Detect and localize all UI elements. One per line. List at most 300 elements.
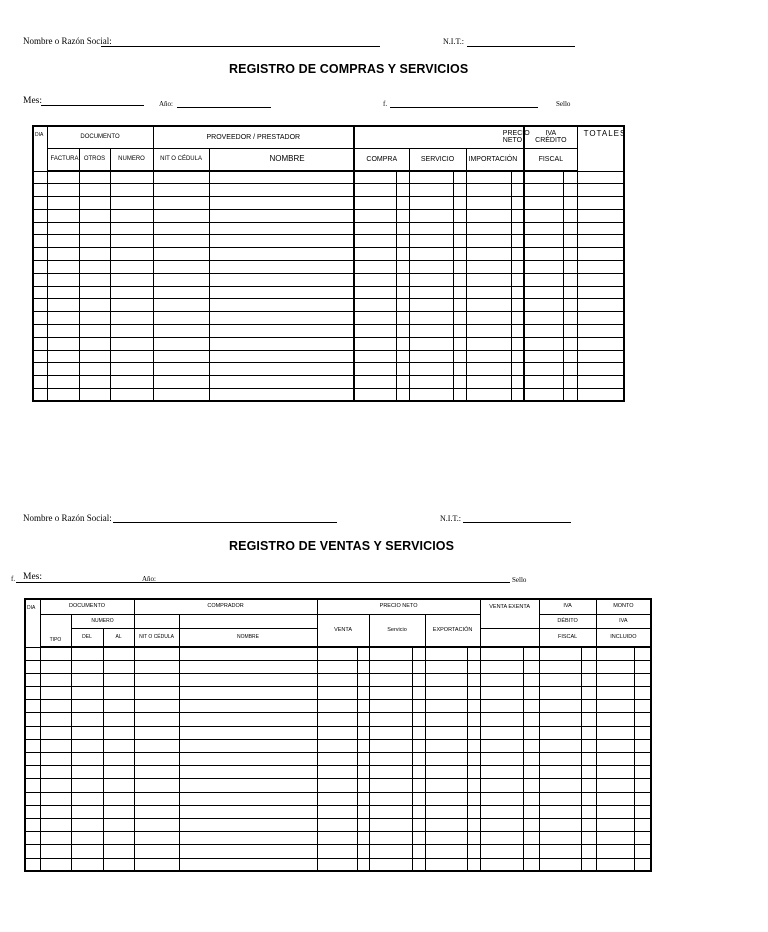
entry-cell[interactable] <box>25 673 40 686</box>
entry-cell[interactable] <box>466 273 511 286</box>
entry-cell[interactable] <box>79 235 110 248</box>
entry-cell[interactable] <box>466 389 511 402</box>
entry-cell[interactable] <box>33 389 47 402</box>
entry-cell[interactable] <box>511 350 524 363</box>
entry-cell[interactable] <box>480 673 523 686</box>
entry-cell[interactable] <box>134 753 179 766</box>
entry-cell[interactable] <box>409 222 453 235</box>
entry-cell[interactable] <box>581 647 596 660</box>
entry-cell[interactable] <box>511 197 524 210</box>
entry-cell[interactable] <box>466 363 511 376</box>
entry-cell[interactable] <box>33 197 47 210</box>
entry-cell[interactable] <box>539 739 581 752</box>
entry-cell[interactable] <box>425 713 467 726</box>
entry-cell[interactable] <box>467 726 480 739</box>
entry-cell[interactable] <box>33 184 47 197</box>
entry-cell[interactable] <box>524 197 563 210</box>
entry-cell[interactable] <box>581 660 596 673</box>
entry-cell[interactable] <box>103 845 134 858</box>
entry-cell[interactable] <box>596 766 634 779</box>
entry-cell[interactable] <box>79 273 110 286</box>
entry-cell[interactable] <box>25 753 40 766</box>
entry-cell[interactable] <box>524 299 563 312</box>
entry-cell[interactable] <box>153 209 209 222</box>
entry-cell[interactable] <box>179 700 317 713</box>
entry-cell[interactable] <box>634 818 651 831</box>
entry-cell[interactable] <box>33 299 47 312</box>
entry-cell[interactable] <box>467 753 480 766</box>
entry-cell[interactable] <box>409 312 453 325</box>
entry-cell[interactable] <box>467 792 480 805</box>
entry-cell[interactable] <box>523 818 539 831</box>
entry-cell[interactable] <box>412 766 425 779</box>
entry-cell[interactable] <box>425 673 467 686</box>
entry-cell[interactable] <box>396 197 409 210</box>
entry-cell[interactable] <box>539 753 581 766</box>
entry-cell[interactable] <box>524 286 563 299</box>
entry-cell[interactable] <box>453 286 466 299</box>
entry-cell[interactable] <box>33 312 47 325</box>
entry-cell[interactable] <box>396 261 409 274</box>
entry-cell[interactable] <box>396 325 409 338</box>
entry-cell[interactable] <box>563 261 577 274</box>
entry-cell[interactable] <box>634 832 651 845</box>
entry-cell[interactable] <box>511 261 524 274</box>
entry-cell[interactable] <box>396 222 409 235</box>
entry-cell[interactable] <box>79 171 110 184</box>
entry-cell[interactable] <box>25 818 40 831</box>
entry-cell[interactable] <box>317 687 357 700</box>
entry-cell[interactable] <box>357 832 369 845</box>
entry-cell[interactable] <box>581 753 596 766</box>
signature-field[interactable] <box>16 582 510 583</box>
entry-cell[interactable] <box>524 376 563 389</box>
entry-cell[interactable] <box>523 647 539 660</box>
entry-cell[interactable] <box>79 197 110 210</box>
entry-cell[interactable] <box>524 363 563 376</box>
entry-cell[interactable] <box>511 363 524 376</box>
entry-cell[interactable] <box>317 660 357 673</box>
entry-cell[interactable] <box>596 687 634 700</box>
entry-cell[interactable] <box>412 673 425 686</box>
entry-cell[interactable] <box>134 845 179 858</box>
entry-cell[interactable] <box>511 171 524 184</box>
entry-cell[interactable] <box>317 753 357 766</box>
entry-cell[interactable] <box>79 363 110 376</box>
entry-cell[interactable] <box>369 845 412 858</box>
entry-cell[interactable] <box>179 726 317 739</box>
entry-cell[interactable] <box>71 739 103 752</box>
entry-cell[interactable] <box>396 273 409 286</box>
entry-cell[interactable] <box>453 171 466 184</box>
entry-cell[interactable] <box>354 184 396 197</box>
entry-cell[interactable] <box>179 673 317 686</box>
entry-cell[interactable] <box>25 779 40 792</box>
entry-cell[interactable] <box>409 235 453 248</box>
entry-cell[interactable] <box>357 792 369 805</box>
entry-cell[interactable] <box>396 350 409 363</box>
entry-cell[interactable] <box>110 171 153 184</box>
entry-cell[interactable] <box>153 299 209 312</box>
entry-cell[interactable] <box>354 261 396 274</box>
entry-cell[interactable] <box>466 222 511 235</box>
entry-cell[interactable] <box>523 700 539 713</box>
entry-cell[interactable] <box>134 647 179 660</box>
entry-cell[interactable] <box>453 325 466 338</box>
entry-cell[interactable] <box>71 753 103 766</box>
entry-cell[interactable] <box>634 660 651 673</box>
entry-cell[interactable] <box>25 739 40 752</box>
entry-cell[interactable] <box>409 171 453 184</box>
entry-cell[interactable] <box>317 647 357 660</box>
entry-cell[interactable] <box>409 273 453 286</box>
entry-cell[interactable] <box>581 832 596 845</box>
entry-cell[interactable] <box>480 713 523 726</box>
entry-cell[interactable] <box>79 299 110 312</box>
entry-cell[interactable] <box>47 325 79 338</box>
entry-cell[interactable] <box>369 792 412 805</box>
entry-cell[interactable] <box>33 337 47 350</box>
entry-cell[interactable] <box>453 350 466 363</box>
entry-cell[interactable] <box>209 171 354 184</box>
entry-cell[interactable] <box>317 818 357 831</box>
entry-cell[interactable] <box>480 739 523 752</box>
nit-field[interactable] <box>467 46 575 47</box>
entry-cell[interactable] <box>134 687 179 700</box>
entry-cell[interactable] <box>47 389 79 402</box>
entry-cell[interactable] <box>425 753 467 766</box>
entry-cell[interactable] <box>480 858 523 871</box>
entry-cell[interactable] <box>40 687 71 700</box>
name-field[interactable] <box>101 46 380 47</box>
entry-cell[interactable] <box>153 222 209 235</box>
entry-cell[interactable] <box>396 248 409 261</box>
entry-cell[interactable] <box>79 248 110 261</box>
entry-cell[interactable] <box>354 197 396 210</box>
entry-cell[interactable] <box>179 766 317 779</box>
entry-cell[interactable] <box>110 337 153 350</box>
entry-cell[interactable] <box>466 261 511 274</box>
entry-cell[interactable] <box>357 687 369 700</box>
entry-cell[interactable] <box>523 726 539 739</box>
entry-cell[interactable] <box>467 818 480 831</box>
entry-cell[interactable] <box>110 197 153 210</box>
entry-cell[interactable] <box>110 209 153 222</box>
entry-cell[interactable] <box>539 687 581 700</box>
entry-cell[interactable] <box>396 235 409 248</box>
entry-cell[interactable] <box>577 363 624 376</box>
entry-cell[interactable] <box>357 766 369 779</box>
entry-cell[interactable] <box>523 739 539 752</box>
entry-cell[interactable] <box>425 779 467 792</box>
entry-cell[interactable] <box>317 832 357 845</box>
entry-cell[interactable] <box>596 647 634 660</box>
entry-cell[interactable] <box>110 286 153 299</box>
entry-cell[interactable] <box>523 753 539 766</box>
entry-cell[interactable] <box>47 235 79 248</box>
entry-cell[interactable] <box>409 325 453 338</box>
entry-cell[interactable] <box>409 248 453 261</box>
entry-cell[interactable] <box>79 389 110 402</box>
entry-cell[interactable] <box>369 805 412 818</box>
entry-cell[interactable] <box>412 818 425 831</box>
entry-cell[interactable] <box>40 766 71 779</box>
entry-cell[interactable] <box>103 805 134 818</box>
entry-cell[interactable] <box>634 726 651 739</box>
entry-cell[interactable] <box>71 858 103 871</box>
entry-cell[interactable] <box>634 792 651 805</box>
anio-field[interactable] <box>177 107 271 108</box>
entry-cell[interactable] <box>179 818 317 831</box>
entry-cell[interactable] <box>581 726 596 739</box>
entry-cell[interactable] <box>453 389 466 402</box>
entry-cell[interactable] <box>357 818 369 831</box>
entry-cell[interactable] <box>425 660 467 673</box>
entry-cell[interactable] <box>40 726 71 739</box>
entry-cell[interactable] <box>25 858 40 871</box>
entry-cell[interactable] <box>523 766 539 779</box>
entry-cell[interactable] <box>480 832 523 845</box>
entry-cell[interactable] <box>71 805 103 818</box>
entry-cell[interactable] <box>33 222 47 235</box>
entry-cell[interactable] <box>412 845 425 858</box>
entry-cell[interactable] <box>596 739 634 752</box>
entry-cell[interactable] <box>467 660 480 673</box>
entry-cell[interactable] <box>539 818 581 831</box>
entry-cell[interactable] <box>577 248 624 261</box>
entry-cell[interactable] <box>110 273 153 286</box>
entry-cell[interactable] <box>110 184 153 197</box>
entry-cell[interactable] <box>317 673 357 686</box>
entry-cell[interactable] <box>412 647 425 660</box>
entry-cell[interactable] <box>33 363 47 376</box>
entry-cell[interactable] <box>354 273 396 286</box>
entry-cell[interactable] <box>453 363 466 376</box>
entry-cell[interactable] <box>467 647 480 660</box>
entry-cell[interactable] <box>563 350 577 363</box>
entry-cell[interactable] <box>581 673 596 686</box>
entry-cell[interactable] <box>369 687 412 700</box>
entry-cell[interactable] <box>153 376 209 389</box>
entry-cell[interactable] <box>25 832 40 845</box>
entry-cell[interactable] <box>179 713 317 726</box>
entry-cell[interactable] <box>396 299 409 312</box>
entry-cell[interactable] <box>581 713 596 726</box>
entry-cell[interactable] <box>412 858 425 871</box>
entry-cell[interactable] <box>47 286 79 299</box>
entry-cell[interactable] <box>47 299 79 312</box>
entry-cell[interactable] <box>466 184 511 197</box>
entry-cell[interactable] <box>467 805 480 818</box>
entry-cell[interactable] <box>412 832 425 845</box>
entry-cell[interactable] <box>357 647 369 660</box>
entry-cell[interactable] <box>33 325 47 338</box>
entry-cell[interactable] <box>134 832 179 845</box>
entry-cell[interactable] <box>40 858 71 871</box>
entry-cell[interactable] <box>581 766 596 779</box>
entry-cell[interactable] <box>466 299 511 312</box>
entry-cell[interactable] <box>396 312 409 325</box>
entry-cell[interactable] <box>634 858 651 871</box>
entry-cell[interactable] <box>354 389 396 402</box>
entry-cell[interactable] <box>563 286 577 299</box>
entry-cell[interactable] <box>153 337 209 350</box>
entry-cell[interactable] <box>577 337 624 350</box>
entry-cell[interactable] <box>209 222 354 235</box>
entry-cell[interactable] <box>480 660 523 673</box>
entry-cell[interactable] <box>317 845 357 858</box>
entry-cell[interactable] <box>317 792 357 805</box>
entry-cell[interactable] <box>179 858 317 871</box>
entry-cell[interactable] <box>466 376 511 389</box>
entry-cell[interactable] <box>354 299 396 312</box>
entry-cell[interactable] <box>412 687 425 700</box>
entry-cell[interactable] <box>47 312 79 325</box>
entry-cell[interactable] <box>466 312 511 325</box>
entry-cell[interactable] <box>539 805 581 818</box>
entry-cell[interactable] <box>209 350 354 363</box>
entry-cell[interactable] <box>577 222 624 235</box>
entry-cell[interactable] <box>539 726 581 739</box>
entry-cell[interactable] <box>467 766 480 779</box>
entry-cell[interactable] <box>369 766 412 779</box>
entry-cell[interactable] <box>412 660 425 673</box>
entry-cell[interactable] <box>524 350 563 363</box>
entry-cell[interactable] <box>354 286 396 299</box>
entry-cell[interactable] <box>47 184 79 197</box>
entry-cell[interactable] <box>511 222 524 235</box>
entry-cell[interactable] <box>209 299 354 312</box>
entry-cell[interactable] <box>33 261 47 274</box>
entry-cell[interactable] <box>511 248 524 261</box>
entry-cell[interactable] <box>480 818 523 831</box>
entry-cell[interactable] <box>103 726 134 739</box>
entry-cell[interactable] <box>47 376 79 389</box>
entry-cell[interactable] <box>47 171 79 184</box>
entry-cell[interactable] <box>40 700 71 713</box>
entry-cell[interactable] <box>369 818 412 831</box>
entry-cell[interactable] <box>412 792 425 805</box>
entry-cell[interactable] <box>596 818 634 831</box>
entry-cell[interactable] <box>523 792 539 805</box>
entry-cell[interactable] <box>563 363 577 376</box>
entry-cell[interactable] <box>40 832 71 845</box>
entry-cell[interactable] <box>40 660 71 673</box>
entry-cell[interactable] <box>153 363 209 376</box>
entry-cell[interactable] <box>396 286 409 299</box>
entry-cell[interactable] <box>71 713 103 726</box>
entry-cell[interactable] <box>581 805 596 818</box>
entry-cell[interactable] <box>577 389 624 402</box>
entry-cell[interactable] <box>453 312 466 325</box>
entry-cell[interactable] <box>596 713 634 726</box>
entry-cell[interactable] <box>634 845 651 858</box>
entry-cell[interactable] <box>179 845 317 858</box>
entry-cell[interactable] <box>317 726 357 739</box>
entry-cell[interactable] <box>524 171 563 184</box>
entry-cell[interactable] <box>511 312 524 325</box>
entry-cell[interactable] <box>577 209 624 222</box>
entry-cell[interactable] <box>33 171 47 184</box>
entry-cell[interactable] <box>369 647 412 660</box>
entry-cell[interactable] <box>40 713 71 726</box>
entry-cell[interactable] <box>110 389 153 402</box>
entry-cell[interactable] <box>354 222 396 235</box>
entry-cell[interactable] <box>153 235 209 248</box>
entry-cell[interactable] <box>596 845 634 858</box>
entry-cell[interactable] <box>425 687 467 700</box>
entry-cell[interactable] <box>523 660 539 673</box>
entry-cell[interactable] <box>79 184 110 197</box>
entry-cell[interactable] <box>40 647 71 660</box>
entry-cell[interactable] <box>539 845 581 858</box>
entry-cell[interactable] <box>480 845 523 858</box>
entry-cell[interactable] <box>317 713 357 726</box>
entry-cell[interactable] <box>466 197 511 210</box>
entry-cell[interactable] <box>634 687 651 700</box>
entry-cell[interactable] <box>581 818 596 831</box>
entry-cell[interactable] <box>103 713 134 726</box>
entry-cell[interactable] <box>357 753 369 766</box>
entry-cell[interactable] <box>524 222 563 235</box>
entry-cell[interactable] <box>596 832 634 845</box>
entry-cell[interactable] <box>563 248 577 261</box>
entry-cell[interactable] <box>79 376 110 389</box>
entry-cell[interactable] <box>179 687 317 700</box>
entry-cell[interactable] <box>577 376 624 389</box>
entry-cell[interactable] <box>563 389 577 402</box>
entry-cell[interactable] <box>354 350 396 363</box>
entry-cell[interactable] <box>317 700 357 713</box>
entry-cell[interactable] <box>153 389 209 402</box>
entry-cell[interactable] <box>71 726 103 739</box>
entry-cell[interactable] <box>134 700 179 713</box>
entry-cell[interactable] <box>563 235 577 248</box>
entry-cell[interactable] <box>134 792 179 805</box>
entry-cell[interactable] <box>47 363 79 376</box>
entry-cell[interactable] <box>396 376 409 389</box>
mes-field[interactable] <box>41 105 144 106</box>
entry-cell[interactable] <box>110 299 153 312</box>
entry-cell[interactable] <box>134 818 179 831</box>
entry-cell[interactable] <box>103 832 134 845</box>
entry-cell[interactable] <box>581 739 596 752</box>
entry-cell[interactable] <box>634 700 651 713</box>
entry-cell[interactable] <box>596 753 634 766</box>
entry-cell[interactable] <box>466 286 511 299</box>
entry-cell[interactable] <box>179 647 317 660</box>
entry-cell[interactable] <box>563 325 577 338</box>
entry-cell[interactable] <box>425 739 467 752</box>
entry-cell[interactable] <box>40 753 71 766</box>
entry-cell[interactable] <box>480 726 523 739</box>
entry-cell[interactable] <box>354 171 396 184</box>
entry-cell[interactable] <box>396 363 409 376</box>
entry-cell[interactable] <box>103 818 134 831</box>
entry-cell[interactable] <box>369 832 412 845</box>
entry-cell[interactable] <box>354 325 396 338</box>
entry-cell[interactable] <box>480 766 523 779</box>
entry-cell[interactable] <box>453 273 466 286</box>
entry-cell[interactable] <box>409 209 453 222</box>
entry-cell[interactable] <box>71 832 103 845</box>
entry-cell[interactable] <box>33 248 47 261</box>
entry-cell[interactable] <box>71 687 103 700</box>
entry-cell[interactable] <box>209 376 354 389</box>
entry-cell[interactable] <box>179 805 317 818</box>
entry-cell[interactable] <box>209 363 354 376</box>
entry-cell[interactable] <box>453 235 466 248</box>
